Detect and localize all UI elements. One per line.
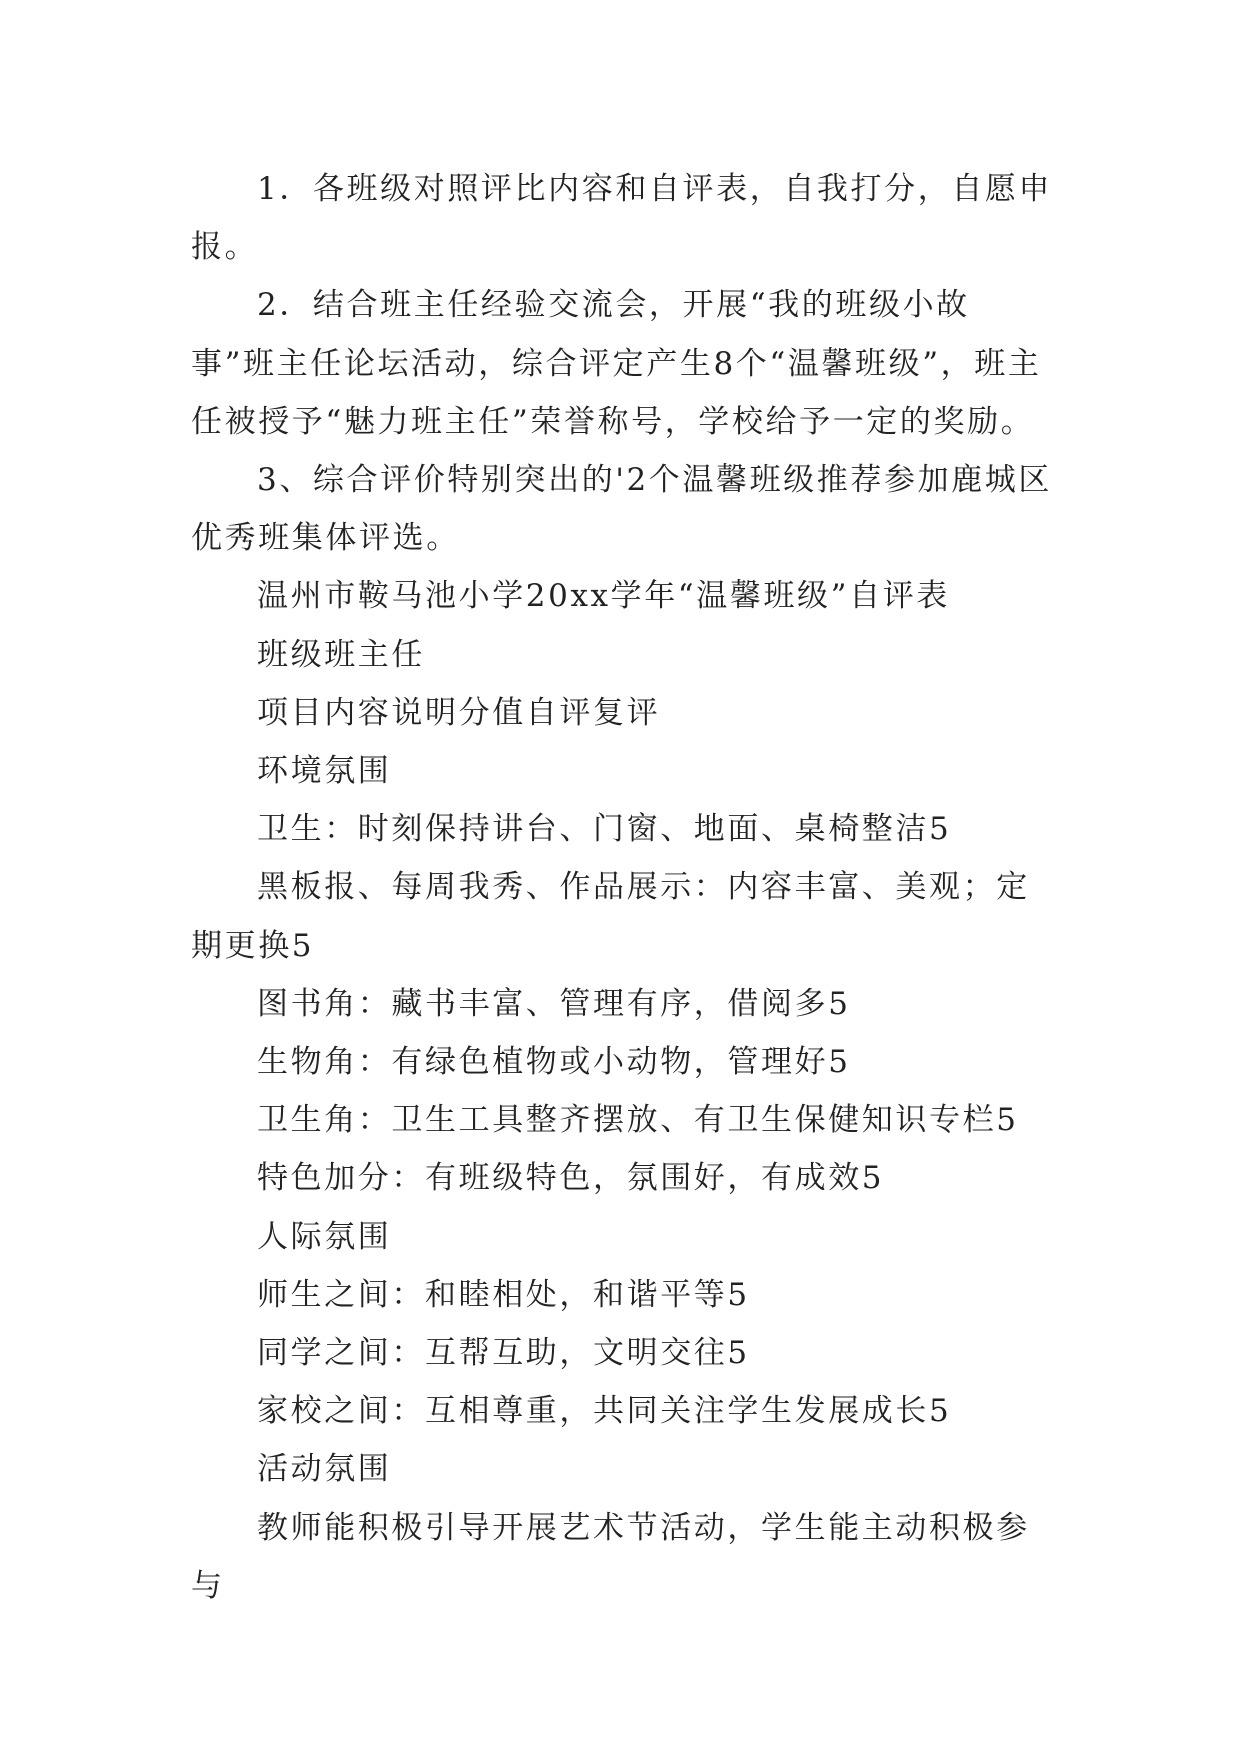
item-hygiene-corner: 卫生角：卫生工具整齐摆放、有卫生保健知识专栏5 bbox=[257, 1102, 1019, 1139]
item-teacher-student: 师生之间：和睦相处，和谐平等5 bbox=[257, 1276, 750, 1313]
table-class-teacher-row: 班级班主任 bbox=[257, 636, 425, 673]
section-activity: 活动氛围 bbox=[257, 1451, 392, 1488]
item-art-festival: 教师能积极引导开展艺术节活动，学生能主动积极参与 bbox=[191, 1509, 1030, 1604]
item-classmates: 同学之间：互帮互助，文明交往5 bbox=[257, 1335, 750, 1372]
table-title: 温州市鞍马池小学20xx学年“温馨班级”自评表 bbox=[257, 578, 950, 615]
section-environment: 环境氛围 bbox=[257, 753, 392, 790]
item-book-corner: 图书角：藏书丰富、管理有序，借阅多5 bbox=[257, 985, 851, 1022]
item-hygiene: 卫生：时刻保持讲台、门窗、地面、桌椅整洁5 bbox=[257, 811, 952, 848]
item-special-bonus: 特色加分：有班级特色，氛围好，有成效5 bbox=[257, 1160, 885, 1197]
paragraph-step-3: 3、综合评价特别突出的'2个温馨班级推荐参加鹿城区优秀班集体评选。 bbox=[191, 462, 1052, 557]
table-header-row: 项目内容说明分值自评复评 bbox=[257, 694, 661, 731]
item-blackboard: 黑板报、每周我秀、作品展示：内容丰富、美观；定期更换5 bbox=[191, 869, 1030, 964]
paragraph-step-2: 2．结合班主任经验交流会，开展“我的班级小故事”班主任论坛活动，综合评定产生8个“温馨班级”，班主任被授予“魅力班主任”荣誉称号，学校给予一定的奖励。 bbox=[191, 287, 1042, 440]
document-body bbox=[191, 160, 1053, 1615]
section-interpersonal: 人际氛围 bbox=[257, 1218, 392, 1255]
paragraph-step-1: 1．各班级对照评比内容和自评表，自我打分，自愿申报。 bbox=[191, 171, 1053, 266]
item-home-school: 家校之间：互相尊重，共同关注学生发展成长5 bbox=[257, 1393, 952, 1430]
item-biology-corner: 生物角：有绿色植物或小动物，管理好5 bbox=[257, 1044, 851, 1081]
